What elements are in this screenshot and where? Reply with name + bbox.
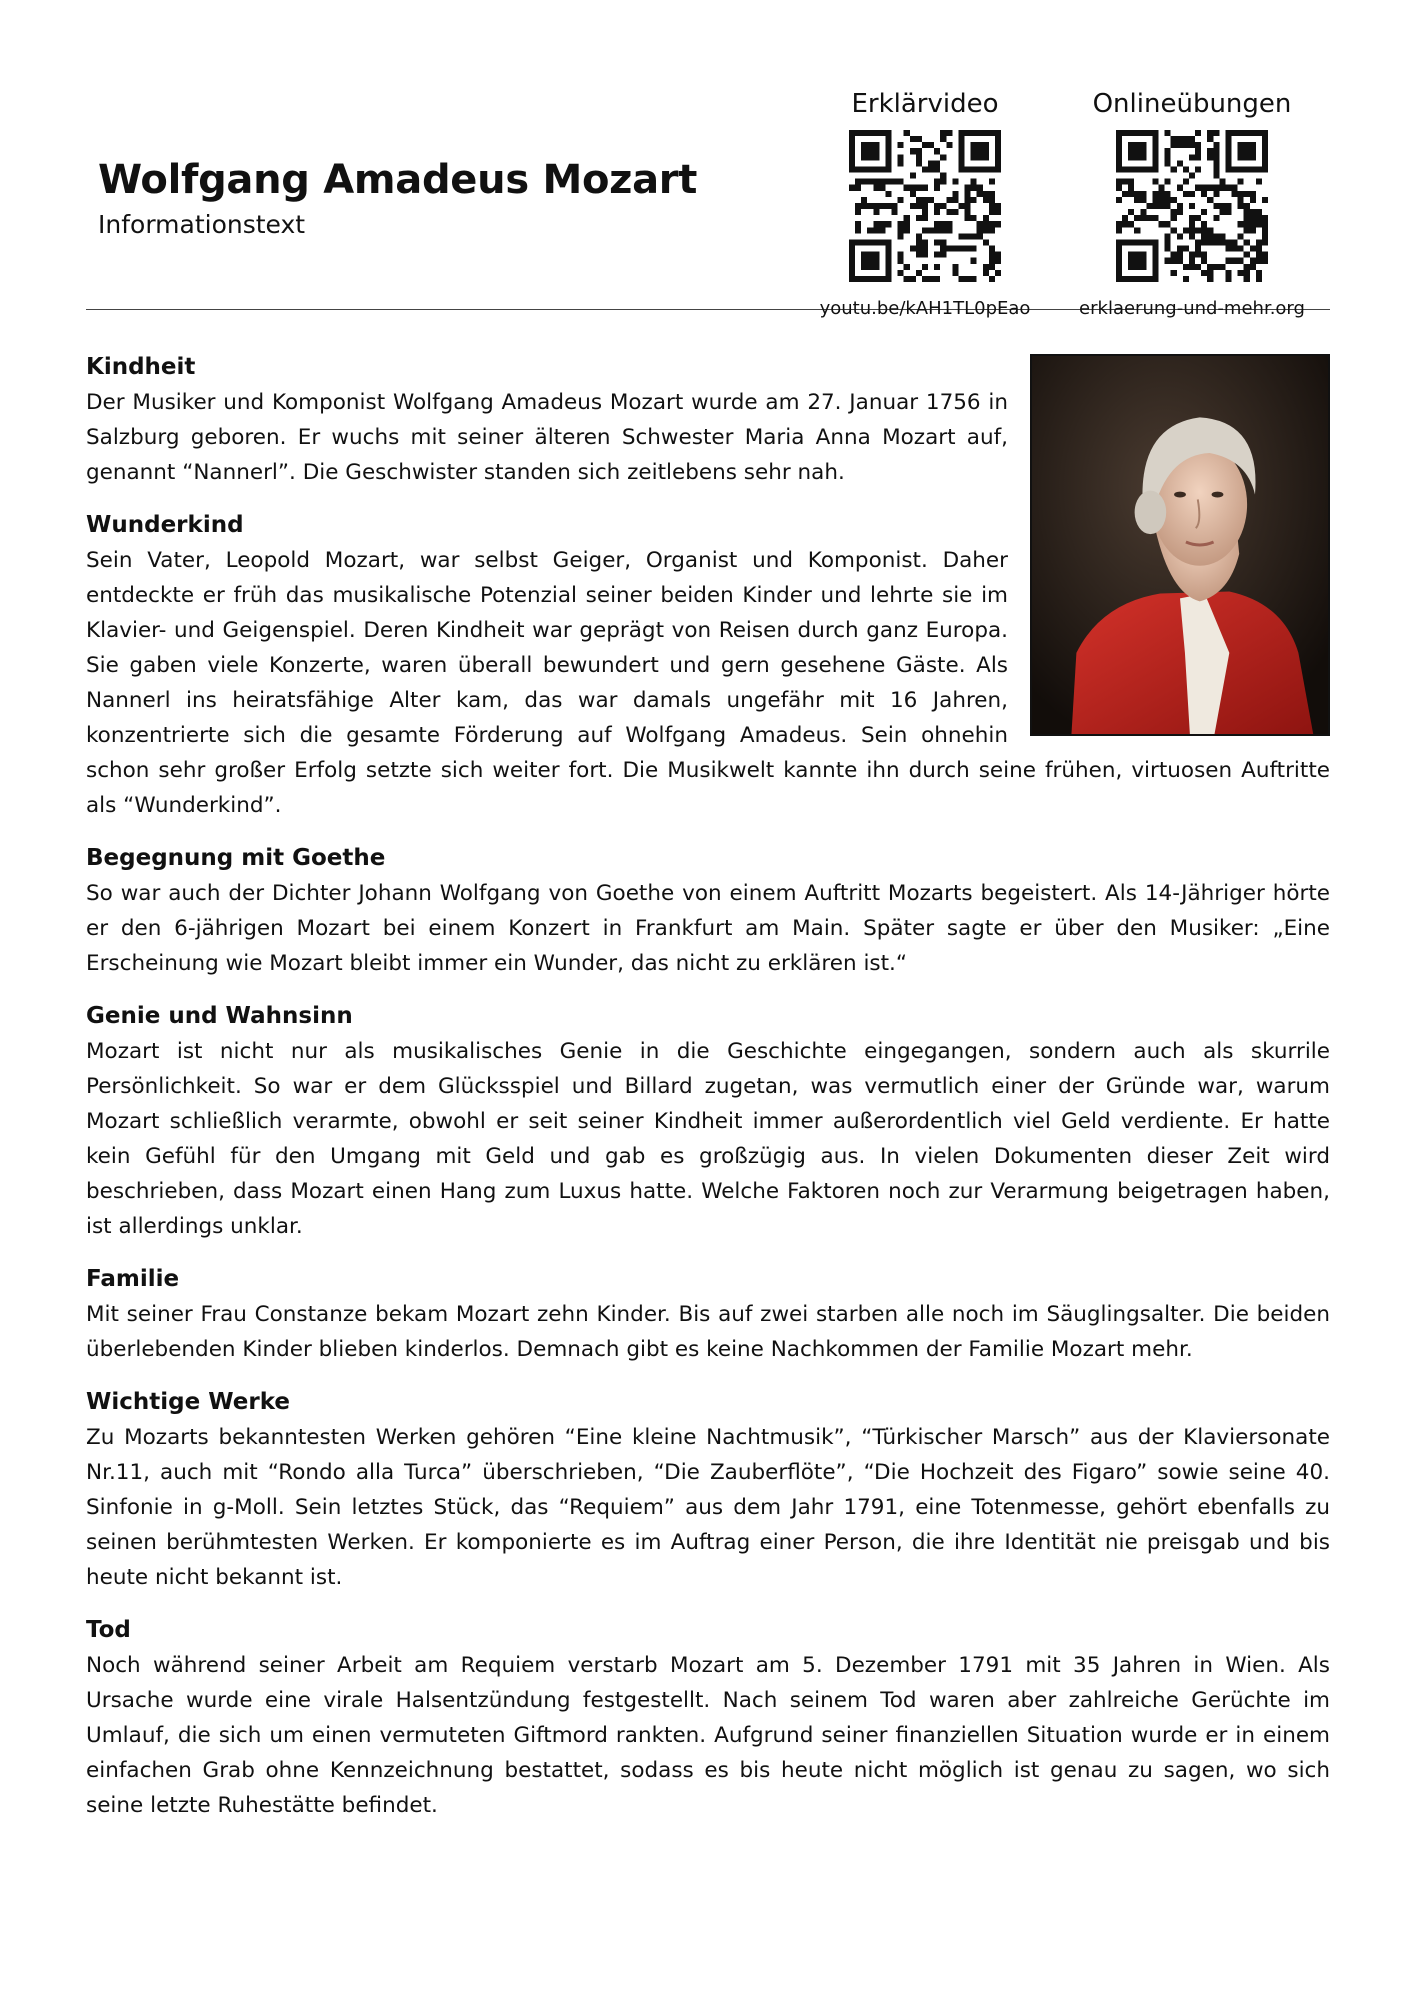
page-title: Wolfgang Amadeus Mozart bbox=[98, 157, 698, 203]
page-header bbox=[86, 0, 1330, 319]
section-werke bbox=[86, 1385, 1330, 1595]
qr-exercises-label: Onlineübungen bbox=[1092, 89, 1292, 119]
section-heading: Genie und Wahnsinn bbox=[86, 1003, 353, 1029]
section-genie bbox=[86, 999, 1330, 1244]
section-text: Der Musiker und Komponist Wolfgang Amadeus Mozart wurde am 27. Januar 1756 in Salzburg geboren. Er wuchs mit seiner älteren Schwester Maria Anna Mozart auf, genannt “Nannerl”. Die Geschwister standen sich zeitlebens sehr nah. bbox=[86, 390, 1008, 485]
section-goethe bbox=[86, 841, 1330, 981]
section-familie bbox=[86, 1262, 1330, 1367]
qr-exercises-url[interactable]: erklaerung-und-mehr.org bbox=[1079, 298, 1305, 319]
section-heading: Kindheit bbox=[86, 354, 196, 380]
qr-code-icon[interactable] bbox=[1116, 130, 1268, 282]
section-text: Mozart ist nicht nur als musikalisches Genie in die Geschichte eingegangen, sondern auch als skurrile Persönlichkeit. So war er dem Glücksspiel und Billard zugetan, was vermutlich einer der Gründe war, warum Mozart schließlich verarmte, obwohl er seit seiner Kindheit immer außerordentlich viel Geld verdiente. Er hatte kein Gefühl für den Umgang mit Geld und gab es großzügig aus. In vielen Dokumenten dieser Zeit wird beschrieben, dass Mozart einen Hang zum Luxus hatte. Welche Faktoren noch zur Verarmung beigetragen haben, ist allerdings unklar. bbox=[86, 1039, 1330, 1239]
section-tod bbox=[86, 1613, 1330, 1823]
qr-video-label: Erklärvideo bbox=[851, 89, 999, 119]
qr-code-icon[interactable] bbox=[849, 130, 1001, 282]
section-text: So war auch der Dichter Johann Wolfgang von Goethe von einem Auftritt Mozarts begeistert. Als 14-Jähriger hörte er den 6-jährigen Mozart bei einem Konzert in Frankfurt am Main. Später sagte er über den Musiker: „Eine Erscheinung wie Mozart bleibt immer ein Wunder, das nicht zu erklären ist.“ bbox=[86, 881, 1330, 976]
section-heading: Wunderkind bbox=[86, 512, 244, 538]
qr-video-block bbox=[810, 86, 1040, 319]
section-heading: Begegnung mit Goethe bbox=[86, 845, 386, 871]
qr-video-url[interactable]: youtu.be/kAH1TL0pEao bbox=[819, 298, 1031, 319]
section-text: Zu Mozarts bekanntesten Werken gehören “Eine kleine Nachtmusik”, “Türkischer Marsch” aus der Klaviersonate Nr.11, auch mit “Rondo alla Turca” überschrieben, “Die Zauberflöte”, “Die Hochzeit des Figaro” sowie seine 40. Sinfonie in g-Moll. Sein letztes Stück, das “Requiem” aus dem Jahr 1791, eine Totenmesse, gehört ebenfalls zu seinen berühmtesten Werken. Er komponierte es im Auftrag einer Person, die ihre Identität nie preisgab und bis heute nicht bekannt ist. bbox=[86, 1425, 1330, 1590]
qr-exercises-block bbox=[1077, 86, 1307, 319]
section-heading: Familie bbox=[86, 1266, 180, 1292]
page-subtitle: Informationstext bbox=[98, 210, 306, 239]
section-text: Mit seiner Frau Constanze bekam Mozart zehn Kinder. Bis auf zwei starben alle noch im Säuglingsalter. Die beiden überlebenden Kinder blieben kinderlos. Demnach gibt es keine Nachkommen der Familie Mozart mehr. bbox=[86, 1302, 1330, 1362]
mozart-portrait bbox=[1030, 354, 1330, 736]
section-text: Noch während seiner Arbeit am Requiem verstarb Mozart am 5. Dezember 1791 mit 35 Jahren in Wien. Als Ursache wurde eine virale Halsentzündung festgestellt. Nach seinem Tod waren aber zahlreiche Gerüchte im Umlauf, die sich um einen vermuteten Giftmord rankten. Aufgrund seiner finanziellen Situation wurde er in einem einfachen Grab ohne Kennzeichnung bestattet, sodass es bis heute nicht möglich ist genau zu sagen, wo sich seine letzte Ruhestätte befindet. bbox=[86, 1653, 1330, 1818]
section-heading: Tod bbox=[86, 1617, 131, 1643]
section-heading: Wichtige Werke bbox=[86, 1389, 290, 1415]
article-body bbox=[86, 350, 1330, 1841]
section-text: Sein Vater, Leopold Mozart, war selbst Geiger, Organist und Komponist. Daher entdeckte er früh das musikalische Potenzial seiner beiden Kinder und lehrte sie im Klavier- und Geigenspiel. Deren Kindheit war geprägt von Reisen durch ganz Europa. Sie gaben viele Konzerte, waren überall bewundert und gern gesehene Gäste. Als Nannerl ins heiratsfähige Alter kam, das war damals ungefähr mit 16 Jahren, konzentrierte sich die gesamte Förderung auf Wolfgang Amadeus. Sein ohnehin schon sehr großer Erfolg setzte sich weiter fort. Die Musikwelt kannte ihn durch seine frühen, virtuosen Auftritte als “Wunderkind”. bbox=[86, 548, 1330, 818]
section-kindheit bbox=[86, 350, 1330, 490]
